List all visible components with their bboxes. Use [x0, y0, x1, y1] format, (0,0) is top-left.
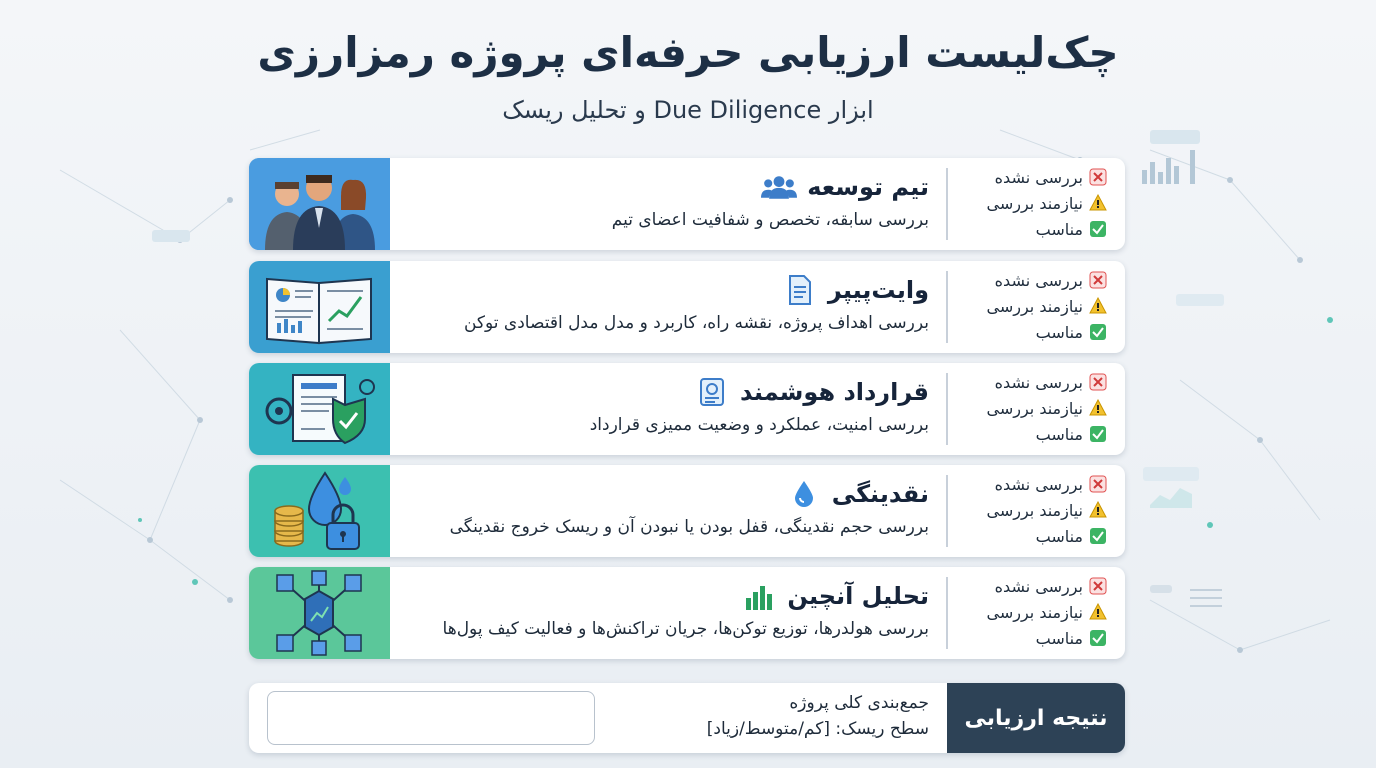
- card-description: بررسی امنیت، عملکرد و وضعیت ممیزی قرارداد: [589, 415, 929, 435]
- status-label: مناسب: [1035, 424, 1083, 444]
- risk-level: سطح ریسک: [کم/متوسط/زیاد]: [706, 719, 929, 739]
- status-needs-review[interactable]: [955, 190, 1115, 216]
- status-options: [955, 164, 1115, 244]
- contract-icon: [694, 377, 730, 407]
- warning-icon: [1089, 399, 1107, 417]
- status-label: بررسی نشده: [994, 474, 1083, 494]
- warning-icon: [1089, 501, 1107, 519]
- status-label: نیازمند بررسی: [986, 602, 1083, 622]
- status-needs-review[interactable]: [955, 395, 1115, 421]
- check-mark-icon: [1089, 323, 1107, 341]
- result-input-box[interactable]: [267, 691, 595, 745]
- page-title: چک‌لیست ارزیابی حرفه‌ای پروژه رمزارزی: [257, 28, 1119, 77]
- x-mark-icon: [1089, 475, 1107, 493]
- status-ok[interactable]: [955, 421, 1115, 447]
- card-title: تیم توسعه: [807, 173, 929, 201]
- smart-contract-thumbnail: [249, 363, 390, 455]
- checklist-card-liquidity: [249, 465, 1125, 557]
- checklist-card-whitepaper: [249, 261, 1125, 353]
- status-label: بررسی نشده: [994, 372, 1083, 392]
- liquidity-thumbnail: [249, 465, 390, 557]
- card-divider: [946, 475, 948, 547]
- status-ok[interactable]: [955, 216, 1115, 242]
- status-label: بررسی نشده: [994, 167, 1083, 187]
- card-divider: [946, 373, 948, 445]
- check-mark-icon: [1089, 527, 1107, 545]
- status-not-checked[interactable]: [955, 369, 1115, 395]
- status-not-checked[interactable]: [955, 471, 1115, 497]
- checklist-card-onchain: [249, 567, 1125, 659]
- card-body: [399, 158, 929, 250]
- card-body: [399, 567, 929, 659]
- status-label: نیازمند بررسی: [986, 193, 1083, 213]
- document-icon: [782, 275, 818, 305]
- status-label: بررسی نشده: [994, 576, 1083, 596]
- team-icon: [761, 172, 797, 202]
- card-divider: [946, 271, 948, 343]
- checklist-card-team: [249, 158, 1125, 250]
- card-title: قرارداد هوشمند: [740, 378, 929, 406]
- result-summary: جمع‌بندی کلی پروژه: [789, 693, 929, 713]
- bar-chart-icon: [741, 581, 777, 611]
- status-label: مناسب: [1035, 322, 1083, 342]
- status-ok[interactable]: [955, 319, 1115, 345]
- card-body: [399, 465, 929, 557]
- x-mark-icon: [1089, 373, 1107, 391]
- x-mark-icon: [1089, 271, 1107, 289]
- warning-icon: [1089, 297, 1107, 315]
- card-title: وایت‌پیپر: [827, 276, 929, 304]
- check-mark-icon: [1089, 629, 1107, 647]
- x-mark-icon: [1089, 168, 1107, 186]
- status-label: نیازمند بررسی: [986, 500, 1083, 520]
- status-options: [955, 471, 1115, 551]
- status-label: مناسب: [1035, 219, 1083, 239]
- status-options: [955, 573, 1115, 653]
- whitepaper-thumbnail: [249, 261, 390, 353]
- result-text: [707, 693, 929, 739]
- status-needs-review[interactable]: [955, 497, 1115, 523]
- status-needs-review[interactable]: [955, 599, 1115, 625]
- warning-icon: [1089, 603, 1107, 621]
- result-card: [249, 683, 1125, 753]
- status-options: [955, 267, 1115, 347]
- card-divider: [946, 168, 948, 240]
- team-thumbnail: [249, 158, 390, 250]
- status-not-checked[interactable]: [955, 164, 1115, 190]
- status-options: [955, 369, 1115, 449]
- status-label: نیازمند بررسی: [986, 296, 1083, 316]
- card-description: بررسی حجم نقدینگی، قفل بودن یا نبودن آن و ریسک خروج نقدینگی: [449, 517, 929, 537]
- card-description: بررسی اهداف پروژه، نقشه راه، کاربرد و مدل مدل اقتصادی توکن: [463, 313, 929, 333]
- card-title: نقدینگی: [831, 480, 929, 508]
- check-mark-icon: [1089, 220, 1107, 238]
- status-label: مناسب: [1035, 628, 1083, 648]
- status-label: مناسب: [1035, 526, 1083, 546]
- card-title: تحلیل آنچین: [787, 582, 929, 610]
- status-ok[interactable]: [955, 523, 1115, 549]
- card-description: بررسی سابقه، تخصص و شفافیت اعضای تیم: [611, 210, 929, 230]
- page-subtitle: ابزار Due Diligence و تحلیل ریسک: [502, 96, 874, 124]
- card-divider: [946, 577, 948, 649]
- result-label: نتیجه ارزیابی: [947, 683, 1125, 753]
- card-body: [399, 261, 929, 353]
- card-body: [399, 363, 929, 455]
- status-label: نیازمند بررسی: [986, 398, 1083, 418]
- status-label: بررسی نشده: [994, 270, 1083, 290]
- onchain-thumbnail: [249, 567, 390, 659]
- warning-icon: [1089, 194, 1107, 212]
- status-not-checked[interactable]: [955, 573, 1115, 599]
- x-mark-icon: [1089, 577, 1107, 595]
- status-ok[interactable]: [955, 625, 1115, 651]
- check-mark-icon: [1089, 425, 1107, 443]
- status-needs-review[interactable]: [955, 293, 1115, 319]
- drop-icon: [786, 479, 822, 509]
- card-description: بررسی هولدرها، توزیع توکن‌ها، جریان تراکنش‌ها و فعالیت کیف پول‌ها: [442, 619, 929, 639]
- checklist-card-smart-contract: [249, 363, 1125, 455]
- status-not-checked[interactable]: [955, 267, 1115, 293]
